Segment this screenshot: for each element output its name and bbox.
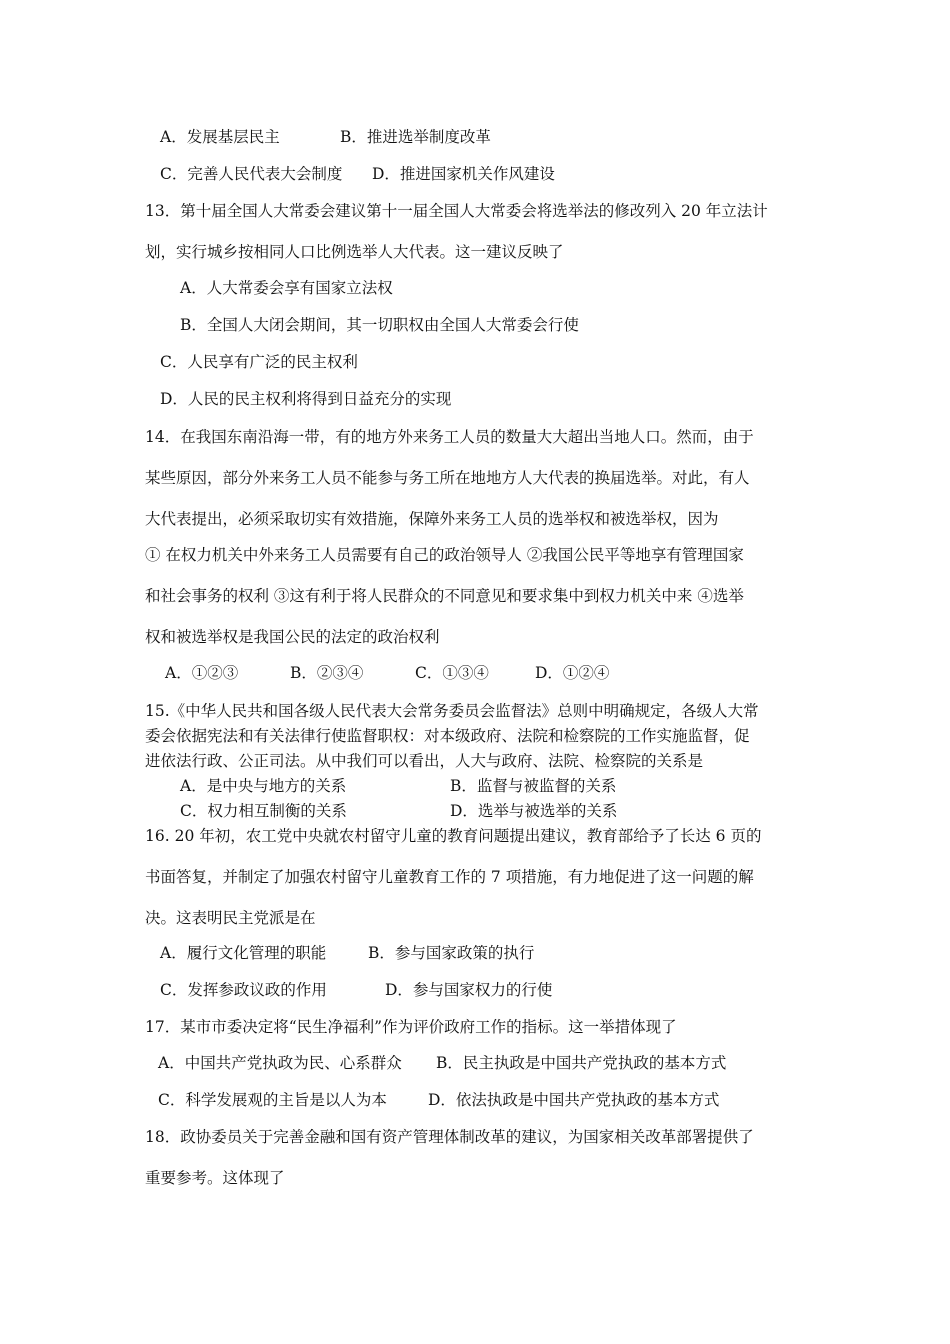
q13-stem-line-1: 13．第十届全国人大常委会建议第十一届全国人大常委会将选举法的修改列入 20 年立法计 [145,202,768,220]
q15-option-c: C．权力相互制衡的关系 [180,802,347,820]
q12-option-a: A．发展基层民主 [160,128,280,146]
q17-option-c: C．科学发展观的主旨是以人为本 [158,1091,387,1109]
q16-option-d: D．参与国家权力的行使 [385,981,553,999]
q14-stem-line-1: 14．在我国东南沿海一带，有的地方外来务工人员的数量大大超出当地人口。然而，由于 [145,428,754,446]
q14-option-b: B．②③④ [290,664,364,682]
q16-option-c: C．发挥参政议政的作用 [160,981,327,999]
q15-stem-line-1: 15.《中华人民共和国各级人民代表大会常务委员会监督法》总则中明确规定，各级人大常 [145,702,759,720]
q15-stem-line-2: 委会依据宪法和有关法律行使监督职权：对本级政府、法院和检察院的工作实施监督，促 [145,727,750,745]
q17-stem-line-1: 17．某市市委决定将“民生净福利”作为评价政府工作的指标。这一举措体现了 [145,1018,677,1036]
q15-option-b: B．监督与被监督的关系 [450,777,617,795]
q17-option-a: A．中国共产党执政为民、心系群众 [158,1054,402,1072]
q14-option-c: C．①③④ [415,664,489,682]
q14-stem-line-5: 和社会事务的权利 ③这有利于将人民群众的不同意见和要求集中到权力机关中来 ④选举 [145,587,744,605]
q14-stem-line-3: 大代表提出，必须采取切实有效措施，保障外来务工人员的选举权和被选举权，因为 [145,510,719,528]
q13-stem-line-2: 划，实行城乡按相同人口比例选举人大代表。这一建议反映了 [145,243,564,261]
q17-option-b: B．民主执政是中国共产党执政的基本方式 [436,1054,727,1072]
q18-stem-line-1: 18．政协委员关于完善金融和国有资产管理体制改革的建议，为国家相关改革部署提供了 [145,1128,754,1146]
q13-option-b: B．全国人大闭会期间，其一切职权由全国人大常委会行使 [180,316,579,334]
q16-stem-line-2: 书面答复，并制定了加强农村留守儿童教育工作的 7 项措施，有力地促进了这一问题的解 [145,868,754,886]
q14-option-a: A．①②③ [165,664,239,682]
q14-option-d: D．①②④ [535,664,610,682]
q15-option-a: A．是中央与地方的关系 [180,777,347,795]
q16-option-a: A．履行文化管理的职能 [160,944,327,962]
q13-option-a: A．人大常委会享有国家立法权 [180,279,393,297]
q15-stem-line-3: 进依法行政、公正司法。从中我们可以看出，人大与政府、法院、检察院的关系是 [145,752,704,770]
q12-option-c: C．完善人民代表大会制度 [160,165,343,183]
q15-option-d: D．选举与被选举的关系 [450,802,618,820]
q13-option-d: D．人民的民主权利将得到日益充分的实现 [160,390,452,408]
q16-stem-line-3: 决。这表明民主党派是在 [145,909,316,927]
q13-option-c: C．人民享有广泛的民主权利 [160,353,358,371]
q17-option-d: D．依法执政是中国共产党执政的基本方式 [428,1091,720,1109]
q14-stem-line-2: 某些原因，部分外来务工人员不能参与务工所在地地方人大代表的换届选举。对此，有人 [145,469,750,487]
q16-option-b: B．参与国家政策的执行 [368,944,535,962]
q12-option-b: B．推进选举制度改革 [340,128,491,146]
q14-stem-line-6: 权和被选举权是我国公民的法定的政治权利 [145,628,440,646]
q12-option-d: D．推进国家机关作风建设 [372,165,555,183]
q14-stem-line-4: ① 在权力机关中外来务工人员需要有自己的政治领导人 ②我国公民平等地享有管理国家 [145,546,744,564]
q16-stem-line-1: 16. 20 年初，农工党中央就农村留守儿童的教育问题提出建议，教育部给予了长达 6 页的 [145,827,762,845]
q18-stem-line-2: 重要参考。这体现了 [145,1169,285,1187]
